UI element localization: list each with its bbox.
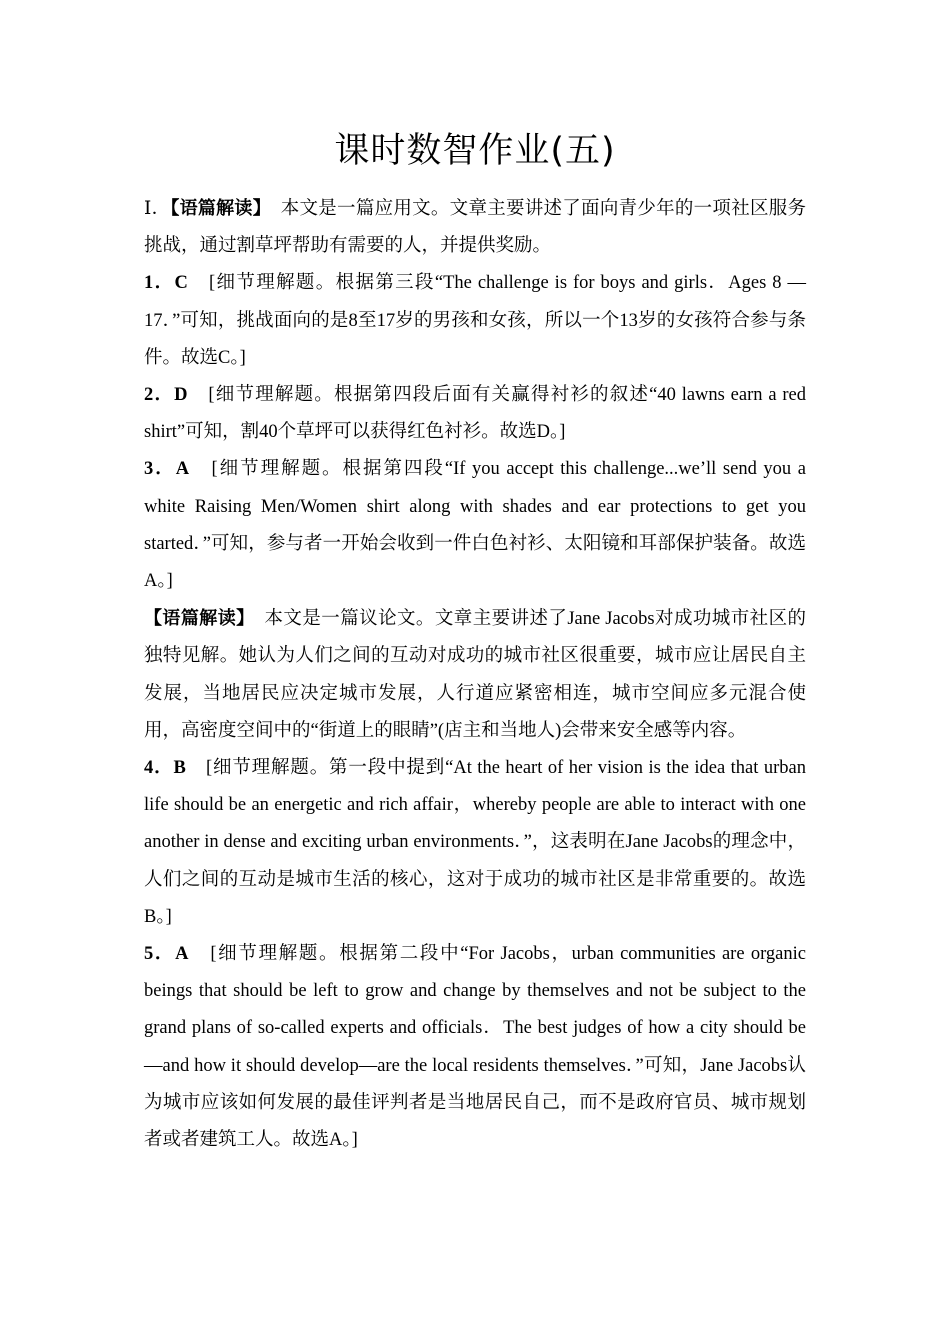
answer-content [144, 190, 806, 1159]
section1-tag: 【语篇解读】 [170, 198, 262, 219]
answer-text: [细节理解题。第一段中提到“At the heart of her vision is the idea that urban life should be an energetic and rich affair，whereby people are able to interact with one another in dense and exciting urban environments．”，这表明在Jane Jacobs的理念中，人们之间的互动是城市生活的核心，这对于成功的城市社区是非常重要的。故选B。] [144, 758, 806, 927]
page-title: 课时数智作业(五) [334, 131, 616, 171]
answer-item-3 [144, 451, 806, 600]
section2-tag: 【语篇解读】 [144, 608, 246, 630]
section1-intro-text: 本文是一篇应用文。文章主要讲述了面向青少年的一项社区服务挑战，通过割草坪帮助有需要的人，并提供奖励。 [144, 199, 807, 257]
section2-intro-text: 本文是一篇议论文。文章主要讲述了Jane Jacobs对成功城市社区的独特见解。她认为人们之间的互动对成功的城市社区很重要，城市应让居民自主发展，当地居民应决定城市发展，人行道应紧密相连，城市空间应多元混合使用，高密度空间中的“街道上的眼睛”(店主和当地人)会带来安全感等内容。 [144, 609, 807, 741]
answer-item-4 [144, 750, 806, 936]
answer-item-1 [144, 265, 806, 377]
answer-number: 4．B [144, 758, 186, 779]
section1-prefix: Ⅰ． [144, 199, 171, 219]
section2-intro [144, 600, 806, 750]
answer-text: [细节理解题。根据第二段中“For Jacobs，urban communities are organic beings that should be left to grow and change by themselves and not be subject to the grand plans of so-called experts and officials．The best judges of how a city should be—and how it should develop—are the local residents themselves．”可知，Jane Jacobs认为城市应该如何发展的最佳评判者是当地居民自己，而不是政府官员、城市规划者或者建筑工人。故选A。] [144, 944, 806, 1151]
answer-item-2 [144, 377, 806, 451]
answer-number: 1．C [144, 273, 188, 294]
answer-number: 5．A [144, 944, 189, 965]
answer-number: 2．D [144, 385, 188, 406]
answer-item-5 [144, 936, 806, 1159]
answer-text: [细节理解题。根据第三段“The challenge is for boys and girls．Ages 8 — 17．”可知，挑战面向的是8至17岁的男孩和女孩，所以一个13岁的女孩符合参与条件。故选C。] [144, 273, 806, 368]
section1-intro [144, 190, 806, 265]
answer-text: [细节理解题。根据第四段后面有关赢得衬衫的叙述“40 lawns earn a red shirt”可知，割40个草坪可以获得红色衬衫。故选D。] [144, 385, 806, 443]
answer-number: 3．A [144, 459, 190, 480]
answer-text: [细节理解题。根据第四段“If you accept this challenge...we’ll send you a white Raising Men/Women shirt along with shades and ear protections to get you started．”可知，参与者一开始会收到一件白色衬衫、太阳镜和耳部保护装备。故选A。] [144, 459, 806, 592]
